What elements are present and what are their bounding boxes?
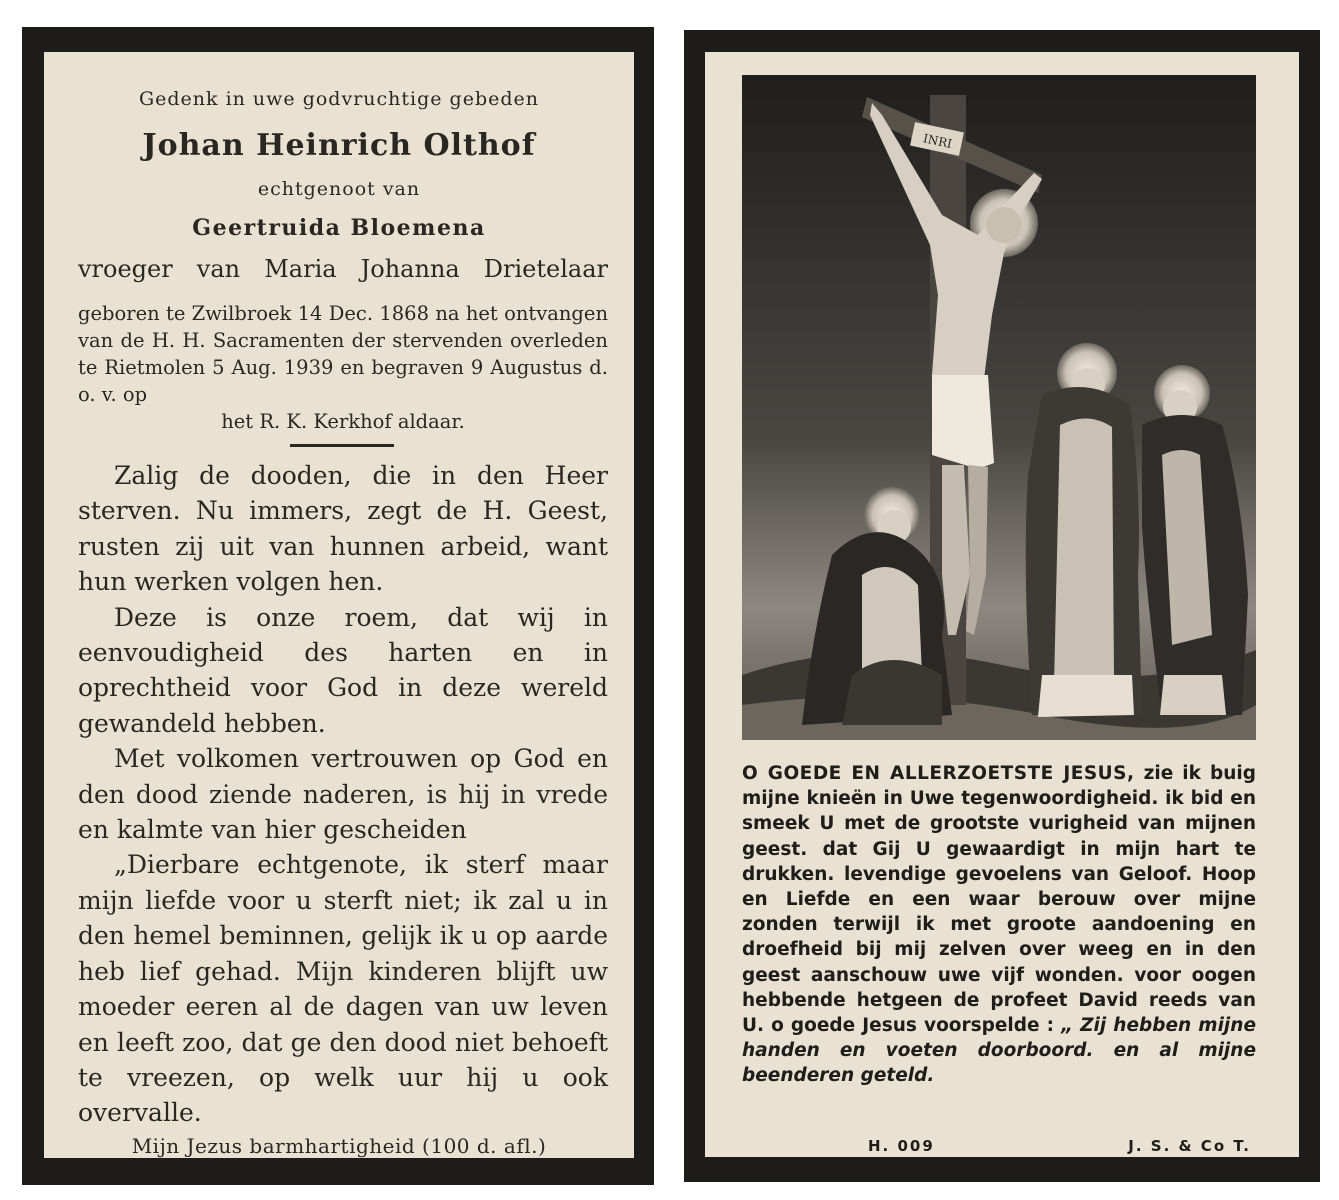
biography-main: geboren te Zwilbroek 14 Dec. 1868 na het ontvangen van de H. H. Sacramenten der stervenden overleden te Rietmolen 5 Aug. 1939 en begraven 9 Augustus d. o. v. op [78,302,608,406]
previous-marriage: vroeger van Maria Johanna Drietelaar [78,255,608,283]
deceased-name: Johan Heinrich Olthof [142,128,536,163]
prayer-body: zie ik buig mijne knieën in Uwe tegenwoordigheid. ik bid en smeek U met de grootste vurigheid van mijnen geest. dat Gij U gewaardigt in mijn hart te drukken. levendige gevoelens van Geloof. Hoop en Liefde en een waar berouw over mijne zonden terwijl ik met groote aandoening en droefheid bij mij zelven over weeg en in den geest aanschouw uwe vijf wonden. voor oogen hebbende hetgeen de profeet David reeds van U. o goede Jesus voorspelde : [742,763,1256,1037]
card-code: H. 009 [868,1137,935,1155]
card-paper [705,52,1299,1157]
verse-2: Deze is onze roem, dat wij in eenvoudigheid des harten en in oprechtheid voor God in deze wereld gewandeld hebben. [78,602,608,738]
indulgence-prayer: Mijn Jezus barmhartigheid (100 d. afl.) [131,1134,547,1158]
prayer-quote: „ Zij hebben mijne handen en voeten doorboord. en al mijne beenderen geteld. [742,1015,1256,1087]
spouse-label: echtgenoot van [257,178,421,200]
prayer-lead: O GOEDE EN ALLERZOETSTE JESUS, [742,763,1135,784]
verse-3: Met volkomen vertrouwen op God en den dood ziende naderen, is hij in vrede en kalmte van hier gescheiden [78,744,608,845]
intro-line: Gedenk in uwe godvruchtige gebeden [138,88,540,110]
verses [78,458,608,1131]
spouse-name: Geertruida Bloemena [192,215,486,241]
publisher-mark: J. S. & Co T. [1128,1137,1251,1155]
memorial-card-back [684,30,1320,1182]
divider [290,444,394,447]
memorial-card-front [22,27,654,1185]
inri-text: INRI [921,131,954,152]
crucifixion-illustration [742,75,1256,740]
card-paper [44,52,634,1158]
biography-end: het R. K. Kerkhof aldaar. [221,410,465,433]
verse-1: Zalig de dooden, die in den Heer sterven. Nu immers, zegt de H. Geest, rusten zij uit van hunnen arbeid, want hun werken volgen hen. [78,461,608,597]
biography [78,300,608,435]
prayer-text [742,761,1256,1089]
crucifixion-image [742,75,1256,740]
verse-4: „Dierbare echtgenote, ik sterf maar mijn liefde voor u sterft niet; ik zal u in den hemel beminnen, gelijk ik u op aarde heb lief gehad. Mijn kinderen blijft uw moeder eeren al de dagen van uw leven en leeft zoo, dat ge den dood niet behoeft te vreezen, op welk uur hij u ook overvalle. [78,850,608,1128]
